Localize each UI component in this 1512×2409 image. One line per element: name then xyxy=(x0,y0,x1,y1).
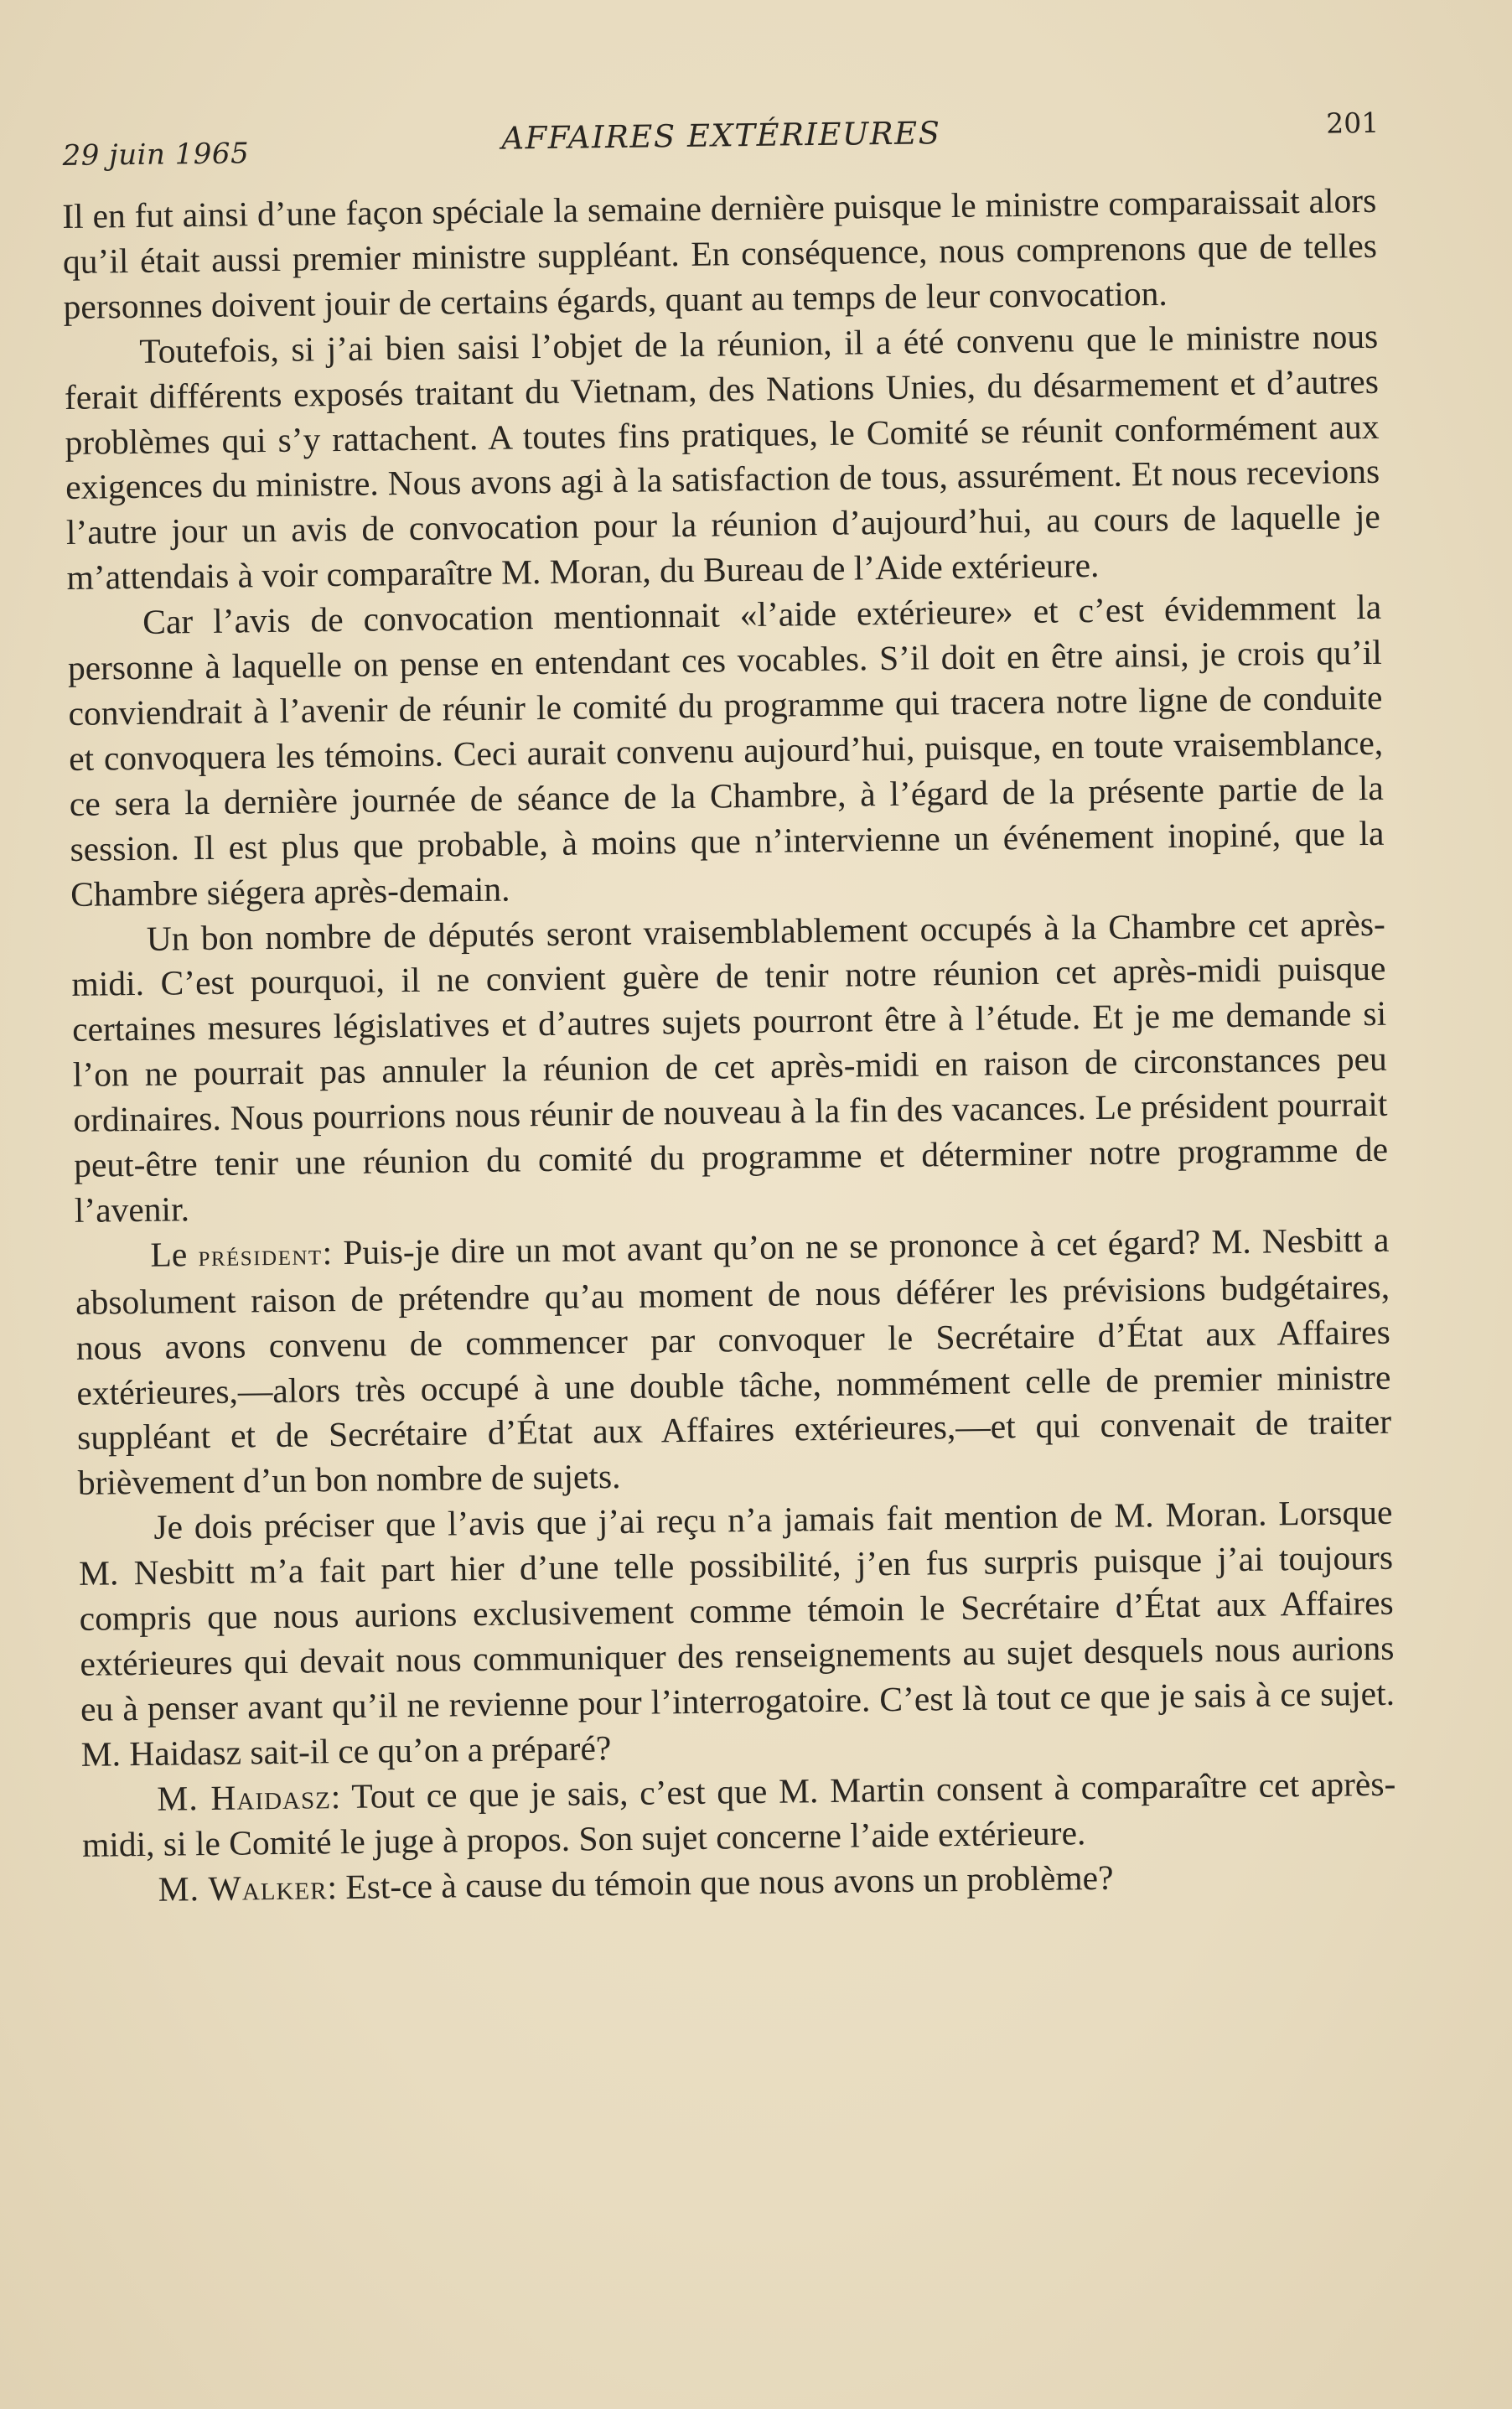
speaker-name: président xyxy=(198,1237,323,1272)
president-prefix: Le xyxy=(150,1234,199,1274)
remark-text: : Est-ce à cause du témoin que nous avons un problème? xyxy=(327,1857,1114,1906)
remark-text: : Puis-je dire un mot avant qu’on ne se prononce à cet égard? M. Nesbitt a absolument raison de prétendre qu’au moment de nous déférer les prévisions budgétaires, nous avons convenu de commencer par convoquer le Secrétaire d’État aux Affaires extérieures,—alors très occupé à une double tâche, nommément celle de premier ministre suppléant et de Secrétaire d’État aux Affaires extérieures,—et qui convenait de traiter brièvement d’un bon nombre de sujets. xyxy=(75,1220,1392,1503)
president-remark xyxy=(75,1218,1392,1507)
paragraph: Toutefois, si j’ai bien saisi l’objet de la réunion, il a été convenu que le ministre nous ferait différents exposés traitant du Vietnam, des Nations Unies, du désarmement et d’autres problèmes qui s’y rattachent. A toutes fins pratiques, le Comité se réunit conformément aux exigences du ministre. Nous avons agi à la satisfaction de tous, assurément. Et nous recevions l’autre jour un avis de convocation pour la réunion d’aujourd’hui, au cours de laquelle je m’attendais à voir comparaître M. Moran, du Bureau de l’Aide extérieure. xyxy=(64,316,1381,598)
speaker-name: M. Haidasz xyxy=(157,1776,332,1818)
speaker-name: M. Walker xyxy=(158,1867,328,1909)
remark-text: : Tout ce que je sais, c’est que M. Martin consent à comparaître cet après-midi, si le Comité le juge à propos. Son sujet concerne l’aide extérieure. xyxy=(81,1764,1396,1864)
paragraph: Un bon nombre de députés seront vraisemblablement occupés à la Chambre cet après-midi. C’est pourquoi, il ne convient guère de tenir notre réunion cet après-midi puisque certaines mesures législatives et d’autres sujets pourront être à l’étude. Et je me demande si l’on ne pourrait pas annuler la réunion de cet après-midi en raison de circonstances peu ordinaires. Nous pourrions nous réunir de nouveau à la fin des vacances. Le président pourrait peut-être tenir une réunion du comité du programme et déterminer notre programme de l’avenir. xyxy=(71,904,1389,1230)
header-date: 29 juin 1965 xyxy=(62,137,250,173)
haidasz-remark xyxy=(81,1761,1396,1868)
paragraph: Je dois préciser que l’avis que j’ai reçu n’a jamais fait mention de M. Moran. Lorsque M. Nesbitt m’a fait part hier d’une telle possibilité, j’en fus surpris puisque j’ai toujours compris que nous aurions exclusivement comme témoin le Secrétaire d’État aux Affaires extérieures qui devait nous communiquer des renseignements au sujet desquels nous aurions eu à penser avant qu’il ne revienne pour l’interrogatoire. C’est là tout ce que je sais à ce sujet. M. Haidasz sait-il ce qu’on a préparé? xyxy=(78,1493,1395,1774)
paragraph: Car l’avis de convocation mentionnait «l’aide extérieure» et c’est évidemment la personne à laquelle on pense en entendant ces vocables. S’il doit en être ainsi, je crois qu’il conviendrait à l’avenir de réunir le comité du programme qui tracera notre ligne de conduite et convoquera les témoins. Ceci aurait convenu aujourd’hui, puisque, en toute vraisemblance, ce sera la dernière journée de séance de la Chambre, à l’égard de la présente partie de la session. Il est plus que probable, à moins que n’intervienne un événement inopiné, que la Chambre siégera après-demain. xyxy=(67,587,1385,914)
paragraph: Il en fut ainsi d’une façon spéciale la semaine dernière puisque le ministre comparaissait alors qu’il était aussi premier ministre suppléant. En conséquence, nous comprenons que de telles personnes doivent jouir de certains égards, quant au temps de leur convocation. xyxy=(62,180,1378,326)
header-title: AFFAIRES EXTÉRIEURES xyxy=(501,115,941,157)
body-text xyxy=(62,179,1397,1913)
running-header xyxy=(62,100,1380,173)
page-number: 201 xyxy=(1325,106,1380,140)
